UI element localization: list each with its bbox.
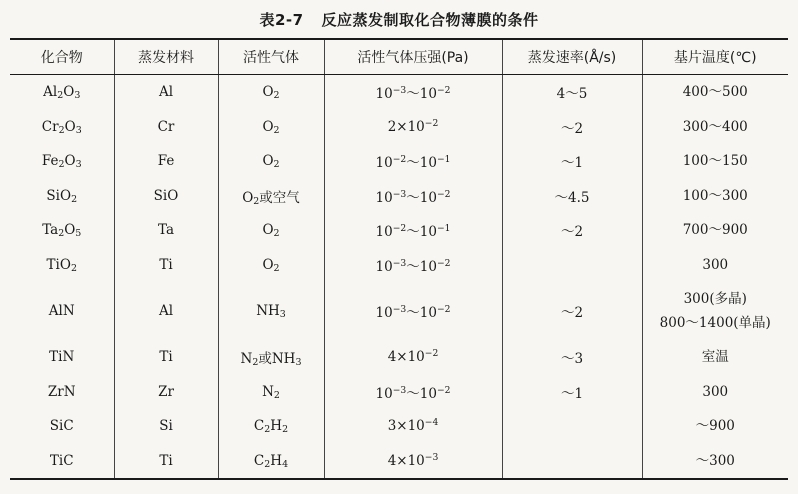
compound-cell: AlN bbox=[48, 303, 75, 319]
gas-cell: $O_2$ bbox=[218, 248, 324, 283]
pressure-cell: $10^{-3}\sim 10^{-2}$ bbox=[324, 179, 502, 214]
rate-cell bbox=[502, 409, 642, 444]
gas-cell: $C_2H_4$ bbox=[218, 444, 324, 480]
compound-cell: $Ta_2O_5$ bbox=[42, 222, 82, 240]
gas-cell: $O_2$ bbox=[218, 144, 324, 179]
temperature-value: 300 bbox=[702, 256, 729, 273]
temperature-value: 100～300 bbox=[682, 187, 748, 204]
table-number: 表2-7 bbox=[259, 11, 304, 29]
conditions-table bbox=[10, 38, 788, 480]
compound-cell: $Fe_2O_3$ bbox=[41, 153, 82, 171]
compound-cell: SiO$_2$ bbox=[46, 187, 78, 205]
table-row bbox=[10, 213, 788, 248]
rate-cell: ～1 bbox=[502, 144, 642, 179]
material-cell: Ti bbox=[114, 248, 218, 283]
pressure-cell: $4\times 10^{-2}$ bbox=[324, 340, 502, 375]
temperature-value: ～300 bbox=[695, 452, 735, 469]
pressure-cell: $10^{-3}\sim 10^{-2}$ bbox=[324, 375, 502, 410]
temperature-value: 300～400 bbox=[682, 118, 748, 135]
gas-cell: $C_2H_2$ bbox=[218, 409, 324, 444]
temperature-value: 100～150 bbox=[682, 153, 748, 170]
table-row bbox=[10, 179, 788, 214]
gas-cell: $O_2$ bbox=[218, 110, 324, 145]
table-body bbox=[10, 75, 788, 480]
pressure-cell: $10^{-3}\sim 10^{-2}$ bbox=[324, 282, 502, 340]
material-cell: Zr bbox=[114, 375, 218, 410]
gas-cell: $O_2$ bbox=[218, 75, 324, 110]
gas-cell: $NH_3$ bbox=[218, 282, 324, 340]
temperature-cell bbox=[642, 248, 788, 283]
pressure-cell: $4\times 10^{-3}$ bbox=[324, 444, 502, 480]
pressure-cell: $2\times 10^{-2}$ bbox=[324, 110, 502, 145]
material-cell: Ta bbox=[114, 213, 218, 248]
material-cell: Al bbox=[114, 75, 218, 110]
temperature-cell bbox=[642, 375, 788, 410]
compound-cell: SiC bbox=[49, 418, 74, 435]
compound-cell: ZrN bbox=[47, 383, 76, 400]
temperature-value: 400～500 bbox=[682, 84, 748, 101]
gas-cell: $O_2$ bbox=[218, 213, 324, 248]
pressure-cell: $10^{-2}\sim 10^{-1}$ bbox=[324, 213, 502, 248]
header-evaporation-material: 蒸发材料 bbox=[114, 39, 218, 75]
material-cell: Si bbox=[114, 409, 218, 444]
rate-cell: ～2 bbox=[502, 282, 642, 340]
temperature-cell bbox=[642, 144, 788, 179]
gas-cell: $N_2$或$NH_3$ bbox=[218, 340, 324, 375]
temperature-value: ～900 bbox=[695, 418, 735, 435]
table-row bbox=[10, 144, 788, 179]
temperature-cell bbox=[642, 340, 788, 375]
material-cell: Ti bbox=[114, 340, 218, 375]
table-caption bbox=[0, 9, 798, 30]
compound-cell: TiN bbox=[49, 349, 75, 366]
rate-cell: 4～5 bbox=[502, 75, 642, 110]
temperature-cell bbox=[642, 179, 788, 214]
temperature-cell bbox=[642, 444, 788, 480]
temperature-value: 300(多晶) bbox=[683, 291, 747, 307]
temperature-cell bbox=[642, 110, 788, 145]
temperature-value: 300 bbox=[702, 383, 729, 400]
temperature-value: 室温 bbox=[701, 349, 729, 366]
pressure-cell: $10^{-3}\sim 10^{-2}$ bbox=[324, 248, 502, 283]
table-row bbox=[10, 409, 788, 444]
temperature-value: 800～1400(单晶) bbox=[659, 315, 771, 331]
table-row bbox=[10, 248, 788, 283]
material-cell: Cr bbox=[114, 110, 218, 145]
table-row bbox=[10, 375, 788, 410]
table-title: 反应蒸发制取化合物薄膜的条件 bbox=[321, 11, 539, 29]
compound-cell: TiO$_2$ bbox=[46, 256, 77, 274]
rate-cell: ～2 bbox=[502, 213, 642, 248]
table-row bbox=[10, 444, 788, 480]
temperature-value: 700～900 bbox=[682, 222, 748, 239]
header-row bbox=[10, 39, 788, 75]
compound-cell: $Cr_2O_3$ bbox=[41, 118, 82, 136]
header-reactive-gas: 活性气体 bbox=[218, 39, 324, 75]
table-row bbox=[10, 75, 788, 110]
header-compound: 化合物 bbox=[10, 39, 114, 75]
temperature-cell bbox=[642, 213, 788, 248]
pressure-cell: $3\times 10^{-4}$ bbox=[324, 409, 502, 444]
material-cell: Ti bbox=[114, 444, 218, 480]
temperature-cell bbox=[642, 75, 788, 110]
header-gas-pressure: 活性气体压强(Pa) bbox=[324, 39, 502, 75]
gas-cell: $N_2$ bbox=[218, 375, 324, 410]
rate-cell: ～2 bbox=[502, 110, 642, 145]
table-row bbox=[10, 340, 788, 375]
material-cell: SiO bbox=[114, 179, 218, 214]
header-evaporation-rate: 蒸发速率(Å/s) bbox=[502, 39, 642, 75]
table-row bbox=[10, 110, 788, 145]
rate-cell bbox=[502, 444, 642, 480]
temperature-cell bbox=[642, 282, 788, 340]
material-cell: Fe bbox=[114, 144, 218, 179]
rate-cell: ～1 bbox=[502, 375, 642, 410]
pressure-cell: $10^{-2}\sim 10^{-1}$ bbox=[324, 144, 502, 179]
pressure-cell: $10^{-3}\sim 10^{-2}$ bbox=[324, 75, 502, 110]
rate-cell: ～3 bbox=[502, 340, 642, 375]
material-cell: Al bbox=[114, 282, 218, 340]
table-row bbox=[10, 282, 788, 340]
temperature-cell bbox=[642, 409, 788, 444]
compound-cell: TiC bbox=[10, 444, 114, 480]
gas-cell: $O_2$或空气 bbox=[218, 179, 324, 214]
rate-cell bbox=[502, 248, 642, 283]
header-substrate-temperature: 基片温度(℃) bbox=[642, 39, 788, 75]
rate-cell: ～4.5 bbox=[502, 179, 642, 214]
compound-cell: $Al_2O_3$ bbox=[43, 84, 81, 102]
